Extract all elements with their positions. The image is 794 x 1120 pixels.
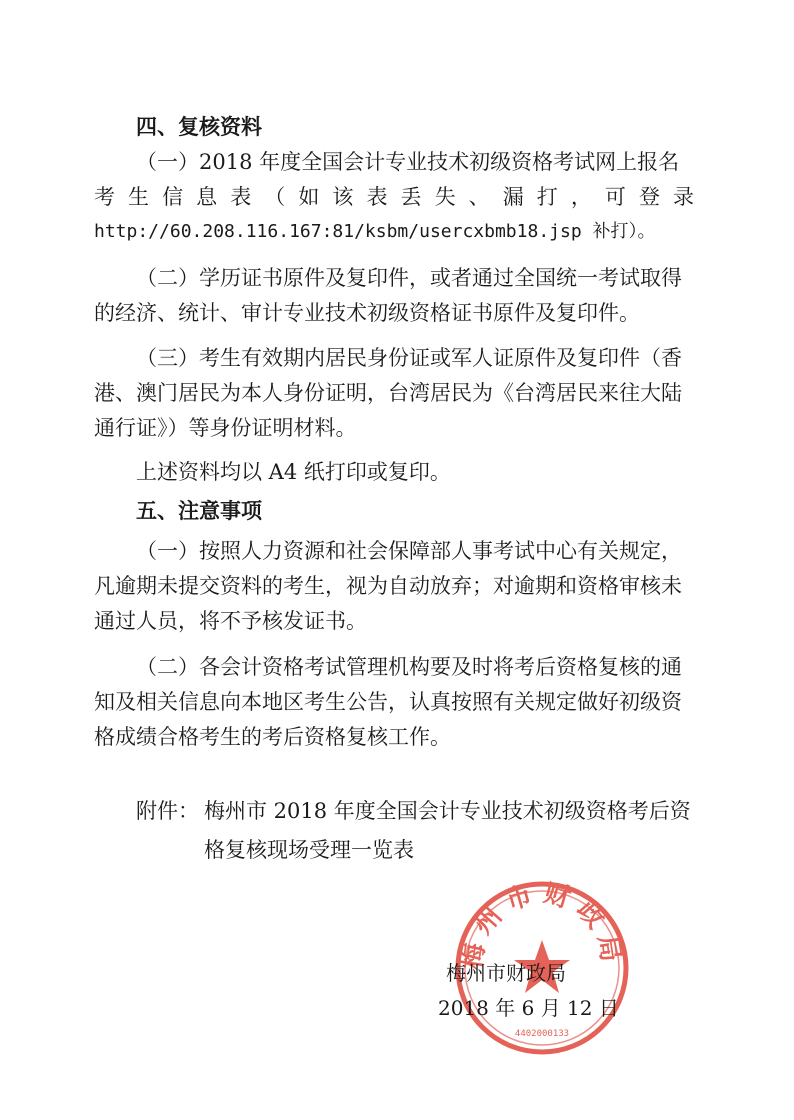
signature-organization: 梅州市财政局 xyxy=(446,961,566,985)
notes-item-1-line-1: （一）按照人力资源和社会保障部人事考试中心有关规定， xyxy=(136,539,682,563)
review-item-1-line-1: （一）2018 年度全国会计专业技术初级资格考试网上报名 xyxy=(136,150,680,174)
review-item-3-line-3: 通行证》）等身份证明材料。 xyxy=(94,416,357,440)
signature-date: 2018 年 6 月 12 日 xyxy=(438,996,619,1020)
section-heading-review-materials: 四、复核资料 xyxy=(136,115,262,139)
review-item-3-line-1: （三）考生有效期内居民身份证或军人证原件及复印件（香 xyxy=(136,346,682,370)
notes-item-2-line-1: （二）各会计资格考试管理机构要及时将考后资格复核的通 xyxy=(136,655,682,679)
review-item-2-line-2: 的经济、统计、审计专业技术初级资格证书原件及复印件。 xyxy=(94,301,640,325)
notes-item-1-line-3: 通过人员，将不予核发证书。 xyxy=(94,609,367,633)
attachment-title-line-1: 梅州市 2018 年度全国会计专业技术初级资格考后资 xyxy=(204,799,691,823)
notes-item-2-line-2: 知及相关信息向本地区考生公告，认真按照有关规定做好初级资 xyxy=(94,690,682,714)
notes-item-2-line-3: 格成绩合格考生的考后资格复核工作。 xyxy=(94,725,451,749)
attachment-title-line-2: 格复核现场受理一览表 xyxy=(204,838,414,862)
attachment-label: 附件： xyxy=(136,799,199,823)
seal-text: 梅州市财政局 xyxy=(457,878,627,972)
review-item-1-line-2: 考生信息表（如该表丢失、漏打，可登录 xyxy=(94,185,694,209)
review-note: 上述资料均以 A4 纸打印或复印。 xyxy=(136,460,451,484)
review-item-2-line-1: （二）学历证书原件及复印件，或者通过全国统一考试取得 xyxy=(136,266,682,290)
notes-item-1-line-2: 凡逾期未提交资料的考生，视为自动放弃；对逾期和资格审核未 xyxy=(94,574,682,598)
section-heading-notes: 五、注意事项 xyxy=(136,499,262,523)
review-item-3-line-2: 港、澳门居民为本人身份证明，台湾居民为《台湾居民来往大陆 xyxy=(94,381,682,405)
review-item-1-line-3: http://60.208.116.167:81/ksbm/usercxbmb18.jsp 补打）。 xyxy=(94,221,656,242)
seal-number: 4402000133 xyxy=(514,1029,570,1039)
